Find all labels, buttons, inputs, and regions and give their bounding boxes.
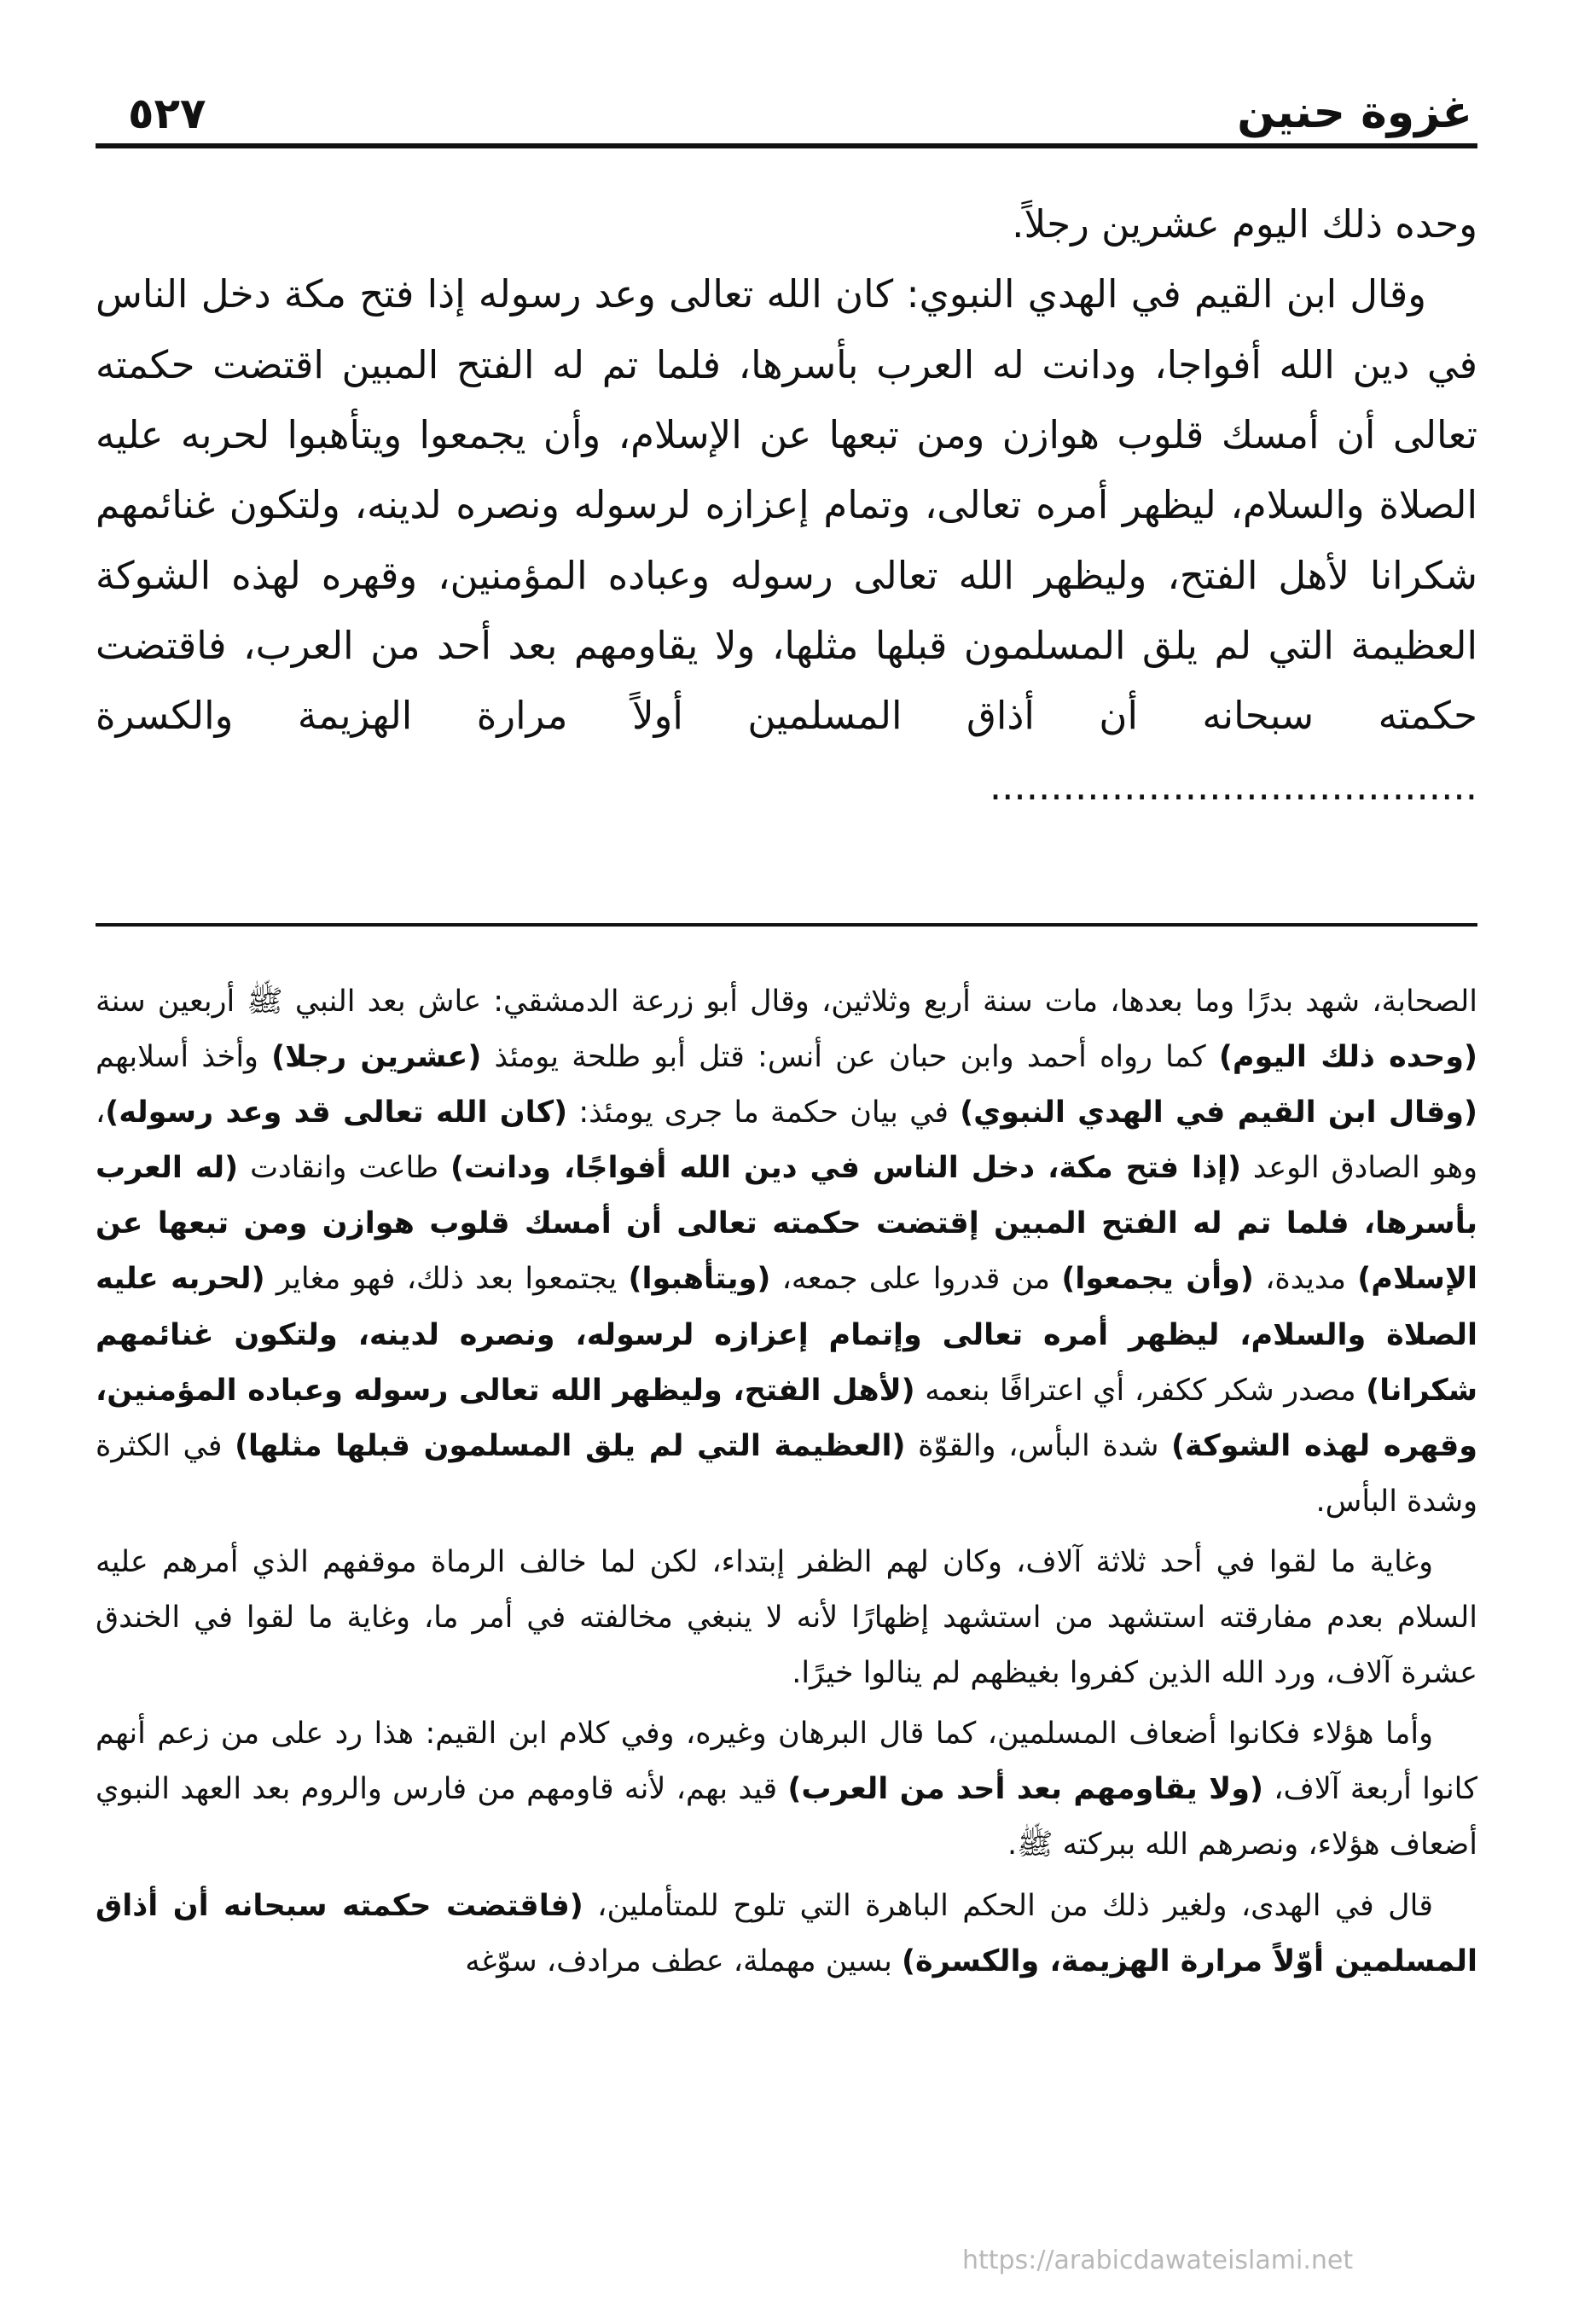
quoted-phrase: (إذا فتح مكة، دخل الناس في دين الله أفواجًا، ودانت) xyxy=(450,1151,1241,1186)
commentary-text: كما رواه أحمد وابن حبان عن أنس: قتل أبو طلحة يومئذ xyxy=(481,1040,1219,1075)
commentary-text: مديدة، xyxy=(1253,1262,1358,1297)
commentary-text: الصحابة، شهد بدرًا وما بعدها، مات سنة أربع وثلاثين، وقال أبو زرعة الدمشقي: عاش بعد النبي ﷺ أربعين سنة xyxy=(96,985,1477,1019)
main-text xyxy=(96,189,1477,822)
commentary-text: وأخذ أسلابهم xyxy=(96,1040,272,1075)
quoted-phrase: (لأهل الفتح، وليظهر الله تعالى رسوله وعباده المؤمنين، وقهره لهذه الشوكة) xyxy=(96,1373,1477,1463)
commentary-text: من قدروا على جمعه، xyxy=(770,1262,1062,1297)
quoted-phrase: (وحده ذلك اليوم) xyxy=(1218,1040,1478,1075)
commentary-paragraph xyxy=(96,1706,1477,1873)
main-opening-line: وحده ذلك اليوم عشرين رجلاً. xyxy=(1012,201,1477,247)
ellipsis-dots: ........................................ xyxy=(989,763,1477,809)
quoted-phrase: (العظيمة التي لم يلق المسلمون قبلها مثلها) xyxy=(235,1428,906,1463)
commentary xyxy=(96,974,1477,1995)
commentary-text: وأما هؤلاء فكانوا أضعاف المسلمين، كما قال البرهان وغيره، وفي كلام ابن القيم: هذا رد على من زعم أنهم كانوا أربعة آلاف، xyxy=(96,1717,1478,1807)
commentary-text: قال في الهدى، ولغير ذلك من الحكم الباهرة التي تلوح للمتأملين، xyxy=(583,1888,1433,1923)
commentary-text: وغاية ما لقوا في أحد ثلاثة آلاف، وكان لهم الظفر إبتداء، لكن لما خالف الرماة موقفهم الذي أمرهم عليه السلام بعدم مفارقته استشهد من استشهد إظهارًا لأنه لا ينبغي مخالفته في أمر ما، وغاية ما لقوا في الخندق عشرة آلاف، ورد الله الذين كفروا بغيظهم لم ينالوا خيرًا. xyxy=(96,1544,1477,1691)
quoted-phrase: (كان الله تعالى قد وعد رسوله) xyxy=(105,1095,568,1130)
commentary-text: يجتمعوا بعد ذلك، فهو مغاير xyxy=(264,1262,629,1297)
commentary-text: طاعت وانقادت xyxy=(238,1151,450,1186)
commentary-text: مصدر شكر ككفر، أي اعترافًا بنعمه xyxy=(914,1373,1367,1408)
source-watermark: https://arabicdawateislami.net xyxy=(962,2246,1354,2275)
commentary-text: ، وهو الصادق الوعد xyxy=(96,1095,1478,1186)
main-paragraph-text: وقال ابن القيم في الهدي النبوي: كان الله تعالى وعد رسوله إذا فتح مكة دخل الناس في دين الله أفواجا، ودانت له العرب بأسرها، فلما تم له الفتح المبين اقتضت حكمته تعالى أن أمسك قلوب هوازن ومن تبعها عن الإسلام، وأن يجمعوا ويتأهبوا لحربه عليه الصلاة والسلام، ليظهر أمره تعالى، وتمام إعزازه لرسوله ونصره لدينه، ولتكون غنائمهم شكرانا لأهل الفتح، وليظهر الله تعالى رسوله وعباده المؤمنين، وقهره لهذه الشوكة العظيمة التي لم يلق المسلمون قبلها مثلها، ولا يقاومهم بعد أحد من العرب، فاقتضت حكمته سبحانه أن أذاق المسلمين أولاً مرارة الهزيمة والكسرة xyxy=(96,271,1477,739)
page-number: ٥٢٧ xyxy=(128,89,206,138)
commentary-text: شدة البأس، والقوّة xyxy=(905,1428,1172,1463)
commentary-text: في بيان حكمة ما جرى يومئذ: xyxy=(567,1095,961,1130)
main-paragraph xyxy=(96,259,1477,822)
commentary-paragraph xyxy=(96,1879,1477,1990)
header-rule xyxy=(96,143,1477,148)
quoted-phrase: (عشرين رجلا) xyxy=(271,1040,482,1075)
running-header xyxy=(128,67,1472,138)
commentary-text: بسين مهملة، عطف مرادف، سوّغه xyxy=(465,1943,902,1978)
quoted-phrase: (وأن يجمعوا) xyxy=(1061,1262,1254,1297)
commentary-paragraph xyxy=(96,974,1477,1530)
quoted-phrase: (ويتأهبوا) xyxy=(628,1262,771,1297)
quoted-phrase: (وقال ابن القيم في الهدي النبوي) xyxy=(960,1095,1477,1130)
quoted-phrase: (لحربه عليه الصلاة والسلام، ليظهر أمره تعالى وإتمام إعزازه لرسوله، ونصره لدينه، ولتكون غنائمهم شكرانا) xyxy=(96,1262,1477,1408)
commentary-text: في الكثرة وشدة البأس. xyxy=(96,1428,1477,1519)
commentary-text: قيد بهم، لأنه قاومهم من فارس والروم بعد العهد النبوي أضعاف هؤلاء، ونصرهم الله ببركته ﷺ. xyxy=(96,1772,1477,1862)
chapter-title: غزوة حنين xyxy=(1237,87,1472,138)
quoted-phrase: (ولا يقاومهم بعد أحد من العرب) xyxy=(787,1772,1263,1807)
quoted-phrase: (فاقتضت حكمته سبحانه أن أذاق المسلمين أوّلاً مرارة الهزيمة، والكسرة) xyxy=(96,1888,1477,1978)
quoted-phrase: (له العرب بأسرها، فلما تم له الفتح المبين إقتضت حكمته تعالى أن أمسك قلوب هوازن ومن تبعها عن الإسلام) xyxy=(96,1151,1477,1297)
commentary-paragraph xyxy=(96,1535,1477,1701)
footnote-separator xyxy=(96,923,1477,927)
